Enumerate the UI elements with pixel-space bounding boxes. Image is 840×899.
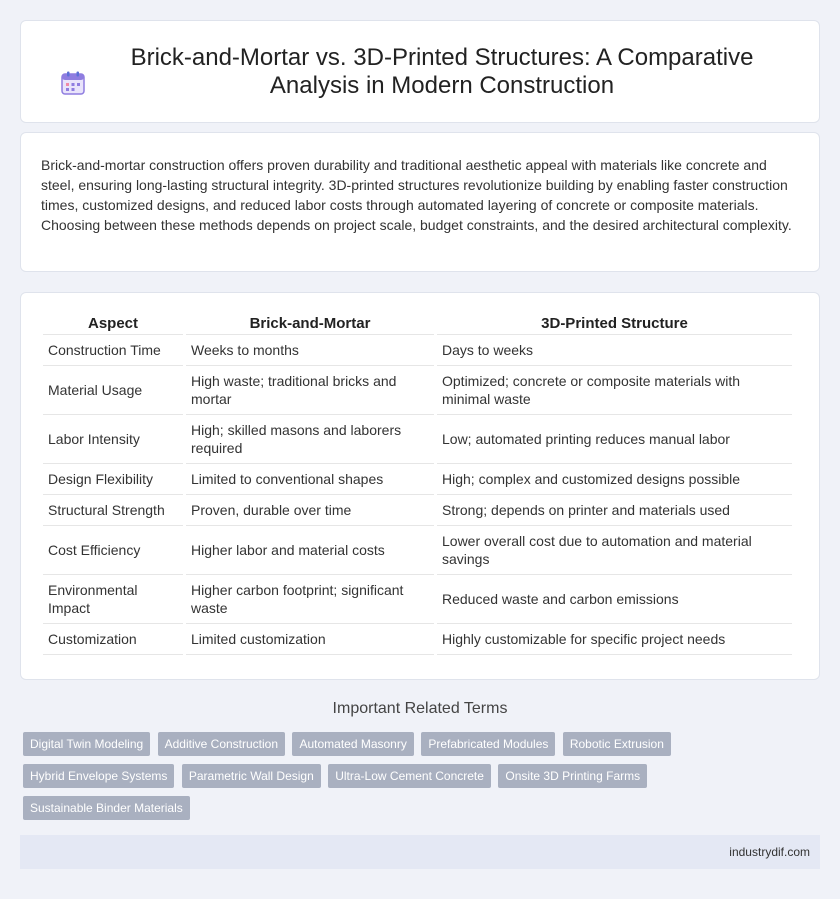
related-terms-heading: Important Related Terms — [332, 700, 508, 717]
related-term-tag[interactable]: Ultra-Low Cement Concrete — [328, 764, 491, 788]
intro-card — [20, 132, 820, 272]
header-aspect: Aspect — [43, 311, 183, 335]
page-title: Brick-and-Mortar vs. 3D-Printed Structures: A Comparative Analysis in Modern Construction — [130, 43, 754, 99]
cell-aspect: Cost Efficiency — [43, 526, 183, 575]
title-wrap — [60, 44, 780, 100]
related-term-tag[interactable]: Robotic Extrusion — [563, 732, 671, 756]
intro-paragraph: Brick-and-mortar construction offers proven durability and traditional aesthetic appeal with materials like concrete and steel, ensuring long-lasting structural integrity. 3D-printed structures revolutionize building by enabling faster construction times, customized designs, and reduced labor costs through automated layering of concrete or composite materials. Choosing between these methods depends on project scale, budget constraints, and the desired architectural complexity. — [41, 157, 792, 233]
cell-printed: Reduced waste and carbon emissions — [437, 575, 792, 624]
cell-brick: Limited to conventional shapes — [186, 464, 434, 495]
cell-aspect: Material Usage — [43, 366, 183, 415]
cell-printed: Days to weeks — [437, 335, 792, 366]
cell-aspect: Design Flexibility — [43, 464, 183, 495]
table-row — [43, 526, 792, 575]
cell-aspect: Customization — [43, 624, 183, 655]
header-brick-and-mortar: Brick-and-Mortar — [186, 311, 434, 335]
table-header-row — [43, 311, 792, 335]
cell-printed: Low; automated printing reduces manual labor — [437, 415, 792, 464]
cell-brick: Proven, durable over time — [186, 495, 434, 526]
footer — [20, 835, 820, 869]
related-term-tag[interactable]: Digital Twin Modeling — [23, 732, 150, 756]
cell-printed: Highly customizable for specific project needs — [437, 624, 792, 655]
cell-brick: Higher carbon footprint; significant waste — [186, 575, 434, 624]
related-terms-list — [23, 732, 803, 828]
cell-brick: Limited customization — [186, 624, 434, 655]
cell-aspect: Structural Strength — [43, 495, 183, 526]
cell-brick: Higher labor and material costs — [186, 526, 434, 575]
cell-brick: Weeks to months — [186, 335, 434, 366]
header-3d-printed: 3D-Printed Structure — [437, 311, 792, 335]
cell-printed: Optimized; concrete or composite materials with minimal waste — [437, 366, 792, 415]
table-row — [43, 335, 792, 366]
related-term-tag[interactable]: Sustainable Binder Materials — [23, 796, 190, 820]
table-row — [43, 366, 792, 415]
comparison-card — [20, 292, 820, 680]
related-term-tag[interactable]: Additive Construction — [158, 732, 285, 756]
cell-aspect: Labor Intensity — [43, 415, 183, 464]
related-term-tag[interactable]: Onsite 3D Printing Farms — [498, 764, 647, 788]
table-row — [43, 464, 792, 495]
cell-printed: Strong; depends on printer and materials used — [437, 495, 792, 526]
table-row — [43, 624, 792, 655]
related-term-tag[interactable]: Parametric Wall Design — [182, 764, 321, 788]
cell-brick: High; skilled masons and laborers required — [186, 415, 434, 464]
related-term-tag[interactable]: Prefabricated Modules — [421, 732, 555, 756]
table-row — [43, 575, 792, 624]
cell-brick: High waste; traditional bricks and mortar — [186, 366, 434, 415]
title-card — [20, 20, 820, 123]
comparison-table — [40, 311, 795, 655]
cell-aspect: Construction Time — [43, 335, 183, 366]
table-row — [43, 495, 792, 526]
cell-printed: Lower overall cost due to automation and material savings — [437, 526, 792, 575]
cell-aspect: Environmental Impact — [43, 575, 183, 624]
related-term-tag[interactable]: Automated Masonry — [292, 732, 413, 756]
calendar-icon — [60, 70, 86, 96]
table-row — [43, 415, 792, 464]
cell-printed: High; complex and customized designs possible — [437, 464, 792, 495]
footer-site-link[interactable]: industrydif.com — [729, 845, 810, 859]
related-term-tag[interactable]: Hybrid Envelope Systems — [23, 764, 174, 788]
